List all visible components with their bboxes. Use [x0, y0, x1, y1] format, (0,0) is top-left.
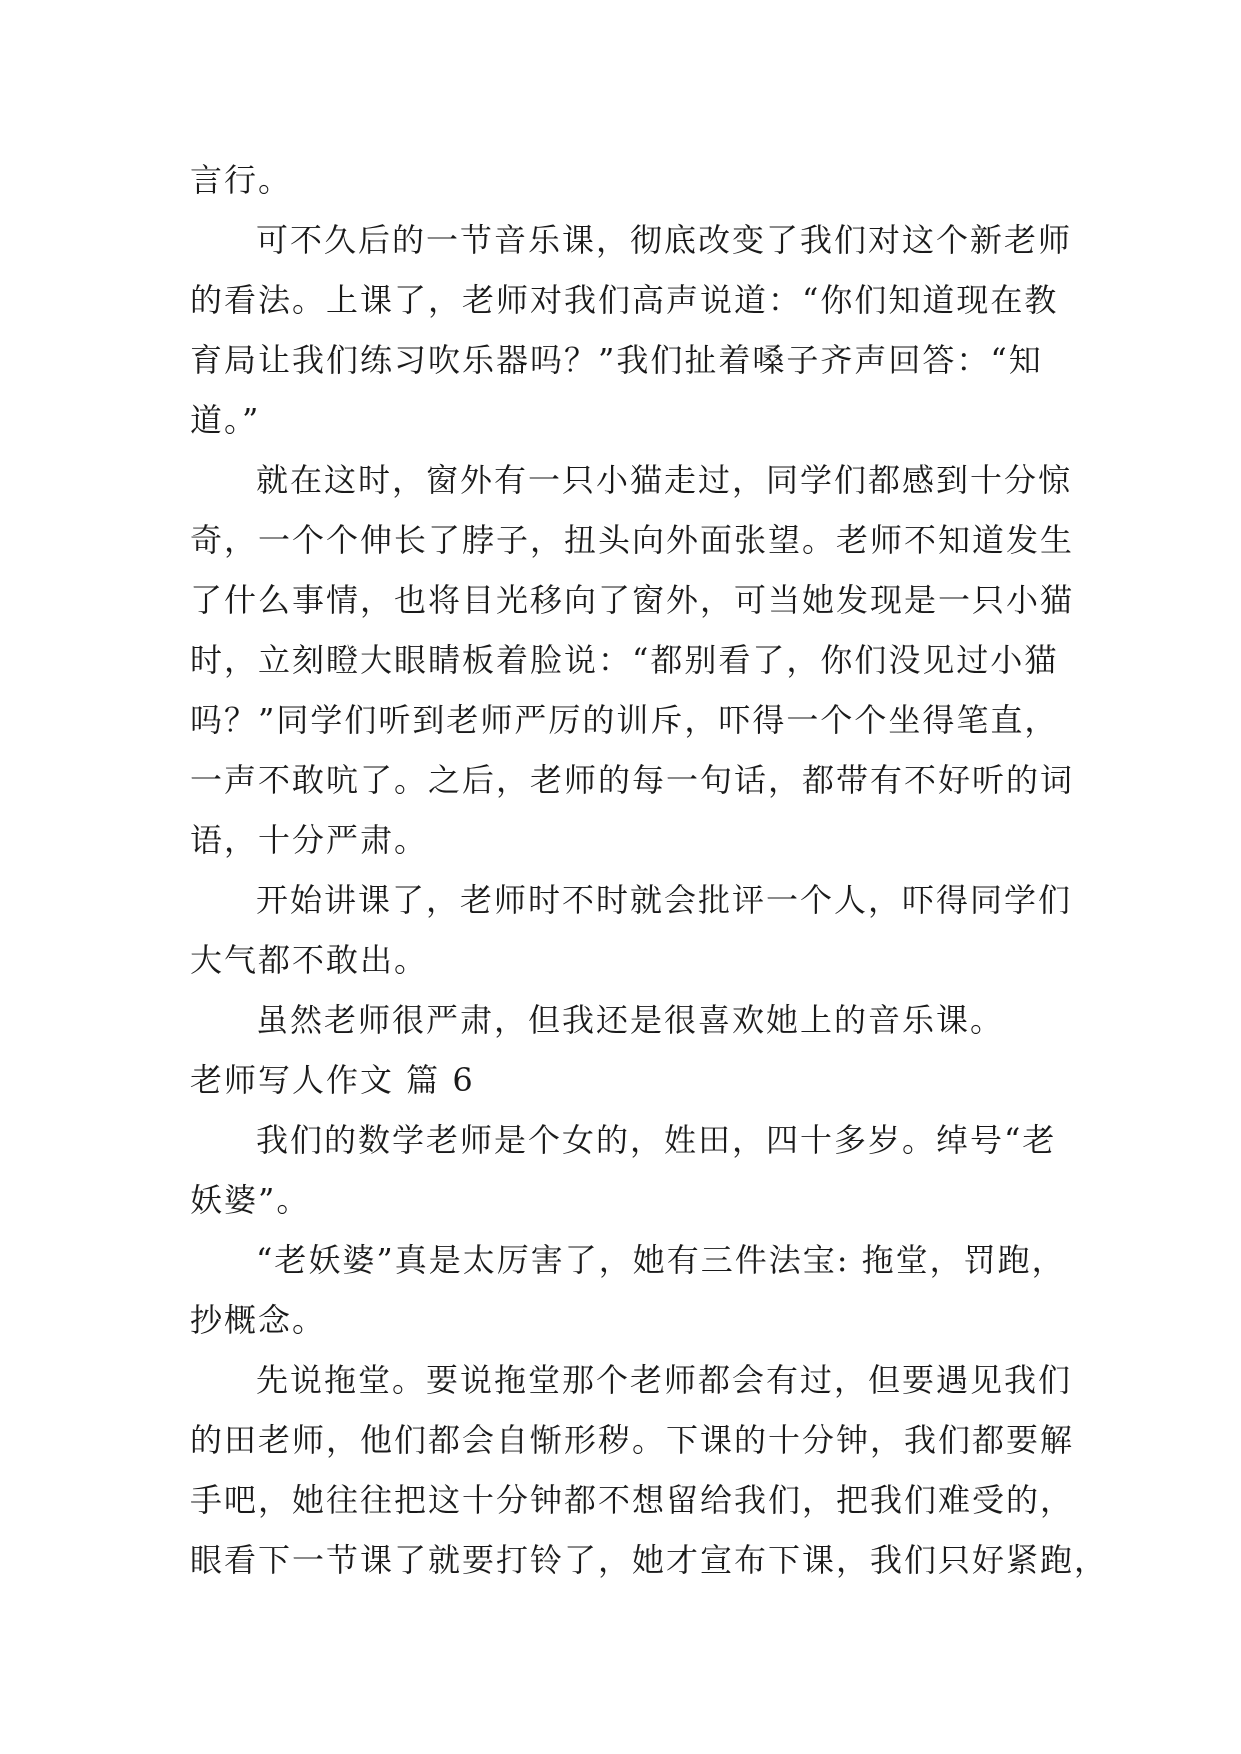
text-line: 大气都不敢出。	[190, 941, 429, 979]
text-line: 的田老师，他们都会自惭形秽。下课的十分钟，我们都要解	[190, 1421, 1075, 1459]
section-heading: 老师写人作文 篇 6	[190, 1061, 475, 1099]
text-line: 吗？”同学们听到老师严厉的训斥，吓得一个个坐得笔直，	[190, 701, 1059, 739]
document-page	[190, 150, 1109, 1590]
text-line: 虽然老师很严肃，但我还是很喜欢她上的音乐课。	[256, 1001, 1005, 1039]
text-line: 抄概念。	[190, 1301, 327, 1339]
text-line: 我们的数学老师是个女的，姓田，四十多岁。绰号“老	[256, 1121, 1057, 1159]
text-line: 手吧，她往往把这十分钟都不想留给我们，把我们难受的，	[190, 1481, 1075, 1519]
text-line: “老妖婆”真是太厉害了，她有三件法宝: 拖堂，罚跑，	[256, 1241, 1066, 1279]
text-line: 育局让我们练习吹乐器吗？”我们扯着嗓子齐声回答：“知	[190, 341, 1043, 379]
text-line: 一声不敢吭了。之后，老师的每一句话，都带有不好听的词	[190, 761, 1075, 799]
text-line: 妖婆”。	[190, 1181, 311, 1219]
text-line: 奇，一个个伸长了脖子，扭头向外面张望。老师不知道发生	[190, 521, 1075, 559]
text-line: 先说拖堂。要说拖堂那个老师都会有过，但要遇见我们	[256, 1361, 1073, 1399]
text-line: 的看法。上课了，老师对我们高声说道：“你们知道现在教	[190, 281, 1059, 319]
text-line: 开始讲课了，老师时不时就会批评一个人，吓得同学们	[256, 881, 1073, 919]
text-line: 时，立刻瞪大眼睛板着脸说：“都别看了，你们没见过小猫	[190, 641, 1059, 679]
text-line: 眼看下一节课了就要打铃了，她才宣布下课，我们只好紧跑，	[190, 1541, 1109, 1579]
text-line: 言行。	[190, 161, 293, 199]
text-line: 就在这时，窗外有一只小猫走过，同学们都感到十分惊	[256, 461, 1073, 499]
text-line: 了什么事情，也将目光移向了窗外，可当她发现是一只小猫	[190, 581, 1075, 619]
text-line: 可不久后的一节音乐课，彻底改变了我们对这个新老师	[256, 221, 1073, 259]
text-line: 语，十分严肃。	[190, 821, 429, 859]
text-line: 道。”	[190, 401, 261, 439]
